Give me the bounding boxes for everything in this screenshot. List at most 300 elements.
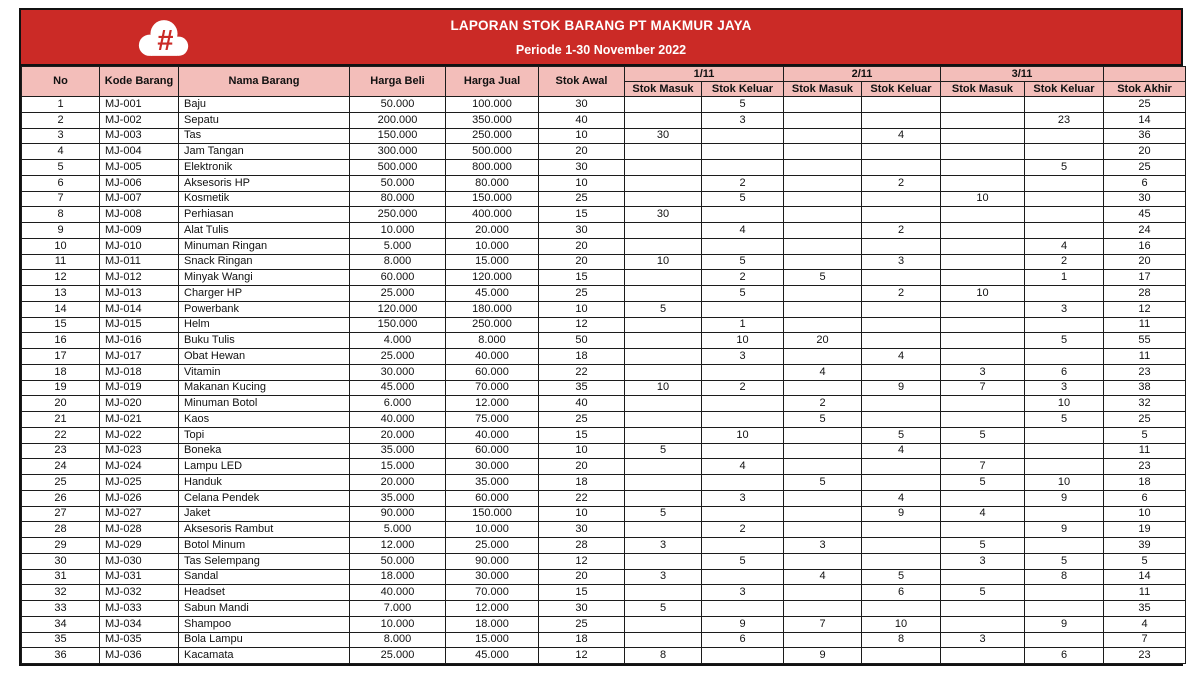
table-row: [22, 490, 1186, 506]
cell-keluar-2-11: [862, 396, 941, 412]
cell-nama-barang: Buku Tulis: [179, 333, 350, 349]
cell-keluar-1-11: 2: [702, 522, 784, 538]
cell-nama-barang: Bola Lampu: [179, 632, 350, 648]
cell-stok-awal: 18: [539, 349, 625, 365]
cell-masuk-3-11: 7: [941, 380, 1025, 396]
cell-kode-barang: MJ-018: [100, 364, 179, 380]
cell-harga-jual: 40.000: [446, 427, 539, 443]
cell-keluar-2-11: [862, 97, 941, 113]
cell-kode-barang: MJ-005: [100, 160, 179, 176]
cell-masuk-1-11: [625, 286, 702, 302]
cell-masuk-1-11: 10: [625, 380, 702, 396]
cell-masuk-1-11: [625, 112, 702, 128]
cell-harga-jual: 500.000: [446, 144, 539, 160]
cell-keluar-2-11: [862, 364, 941, 380]
cell-stok-akhir: 25: [1104, 160, 1186, 176]
cell-masuk-2-11: [784, 349, 862, 365]
cell-no: 33: [22, 601, 100, 617]
cell-keluar-3-11: [1025, 128, 1104, 144]
cell-harga-beli: 300.000: [350, 144, 446, 160]
cell-harga-jual: 12.000: [446, 601, 539, 617]
cell-stok-awal: 15: [539, 270, 625, 286]
cell-stok-awal: 22: [539, 490, 625, 506]
cell-no: 6: [22, 175, 100, 191]
cell-keluar-3-11: [1025, 317, 1104, 333]
cell-kode-barang: MJ-011: [100, 254, 179, 270]
cell-no: 26: [22, 490, 100, 506]
cell-harga-beli: 4.000: [350, 333, 446, 349]
cell-harga-jual: 70.000: [446, 380, 539, 396]
cell-keluar-3-11: [1025, 632, 1104, 648]
cell-keluar-2-11: 4: [862, 443, 941, 459]
cell-masuk-2-11: [784, 254, 862, 270]
cell-nama-barang: Minuman Botol: [179, 396, 350, 412]
cell-kode-barang: MJ-014: [100, 301, 179, 317]
cell-keluar-1-11: [702, 128, 784, 144]
cell-masuk-1-11: [625, 144, 702, 160]
cell-masuk-3-11: [941, 175, 1025, 191]
cell-masuk-3-11: [941, 301, 1025, 317]
cell-keluar-2-11: [862, 459, 941, 475]
table-row: [22, 207, 1186, 223]
table-row: [22, 112, 1186, 128]
cell-stok-akhir: 20: [1104, 144, 1186, 160]
table-row: [22, 317, 1186, 333]
cell-harga-beli: 8.000: [350, 254, 446, 270]
report-period: Periode 1-30 November 2022: [515, 43, 687, 57]
cell-keluar-3-11: [1025, 601, 1104, 617]
table-row: [22, 396, 1186, 412]
cell-masuk-2-11: 5: [784, 475, 862, 491]
col-header-keluar-2-11: Stok Keluar: [862, 82, 941, 97]
cell-harga-beli: 30.000: [350, 364, 446, 380]
cell-harga-beli: 80.000: [350, 191, 446, 207]
cell-no: 25: [22, 475, 100, 491]
cell-keluar-1-11: 1: [702, 317, 784, 333]
cell-keluar-1-11: 10: [702, 333, 784, 349]
cell-nama-barang: Shampoo: [179, 616, 350, 632]
cell-stok-akhir: 16: [1104, 238, 1186, 254]
cell-nama-barang: Obat Hewan: [179, 349, 350, 365]
cell-keluar-2-11: [862, 112, 941, 128]
cell-stok-akhir: 38: [1104, 380, 1186, 396]
cell-masuk-2-11: [784, 632, 862, 648]
cell-masuk-1-11: [625, 160, 702, 176]
table-row: [22, 601, 1186, 617]
report-titles: [21, 10, 1181, 64]
cell-no: 27: [22, 506, 100, 522]
cell-masuk-3-11: [941, 522, 1025, 538]
cell-masuk-3-11: [941, 144, 1025, 160]
cell-stok-akhir: 17: [1104, 270, 1186, 286]
cell-harga-beli: 50.000: [350, 175, 446, 191]
cell-masuk-1-11: 5: [625, 601, 702, 617]
cell-stok-awal: 30: [539, 97, 625, 113]
cell-no: 16: [22, 333, 100, 349]
cell-masuk-3-11: [941, 223, 1025, 239]
cell-harga-beli: 150.000: [350, 128, 446, 144]
cell-keluar-2-11: 2: [862, 223, 941, 239]
cell-masuk-3-11: 3: [941, 553, 1025, 569]
cell-kode-barang: MJ-008: [100, 207, 179, 223]
cell-harga-beli: 90.000: [350, 506, 446, 522]
cell-masuk-1-11: [625, 175, 702, 191]
cell-masuk-1-11: [625, 553, 702, 569]
cell-keluar-1-11: 5: [702, 553, 784, 569]
cell-masuk-3-11: [941, 160, 1025, 176]
cell-nama-barang: Sandal: [179, 569, 350, 585]
cell-keluar-1-11: [702, 648, 784, 664]
table-row: [22, 506, 1186, 522]
cell-masuk-1-11: 30: [625, 207, 702, 223]
cell-keluar-2-11: 2: [862, 286, 941, 302]
col-header-stok-awal: Stok Awal: [539, 67, 625, 97]
cell-stok-akhir: 11: [1104, 317, 1186, 333]
cell-no: 7: [22, 191, 100, 207]
cell-stok-akhir: 20: [1104, 254, 1186, 270]
cell-nama-barang: Headset: [179, 585, 350, 601]
cell-kode-barang: MJ-019: [100, 380, 179, 396]
cell-keluar-1-11: 4: [702, 459, 784, 475]
cell-keluar-3-11: 5: [1025, 333, 1104, 349]
cell-masuk-1-11: [625, 475, 702, 491]
cell-keluar-3-11: [1025, 427, 1104, 443]
cell-keluar-1-11: 2: [702, 270, 784, 286]
cell-harga-jual: 60.000: [446, 443, 539, 459]
cell-keluar-3-11: 1: [1025, 270, 1104, 286]
cell-stok-akhir: 28: [1104, 286, 1186, 302]
cell-kode-barang: MJ-034: [100, 616, 179, 632]
cell-keluar-2-11: [862, 522, 941, 538]
cell-nama-barang: Makanan Kucing: [179, 380, 350, 396]
cell-masuk-3-11: 3: [941, 632, 1025, 648]
table-row: [22, 238, 1186, 254]
cell-kode-barang: MJ-030: [100, 553, 179, 569]
cell-masuk-2-11: 4: [784, 569, 862, 585]
cell-harga-jual: 400.000: [446, 207, 539, 223]
cell-stok-akhir: 35: [1104, 601, 1186, 617]
cell-masuk-1-11: [625, 223, 702, 239]
cell-harga-jual: 15.000: [446, 632, 539, 648]
cell-keluar-3-11: 3: [1025, 380, 1104, 396]
table-row: [22, 97, 1186, 113]
cell-stok-akhir: 5: [1104, 553, 1186, 569]
cell-harga-jual: 8.000: [446, 333, 539, 349]
cell-keluar-1-11: 9: [702, 616, 784, 632]
cell-stok-awal: 20: [539, 144, 625, 160]
cell-stok-awal: 20: [539, 569, 625, 585]
cell-stok-awal: 30: [539, 160, 625, 176]
cell-masuk-1-11: [625, 364, 702, 380]
cell-no: 2: [22, 112, 100, 128]
cell-harga-jual: 60.000: [446, 364, 539, 380]
table-row: [22, 585, 1186, 601]
cell-masuk-1-11: [625, 427, 702, 443]
cell-masuk-1-11: 3: [625, 569, 702, 585]
cell-no: 21: [22, 412, 100, 428]
table-row: [22, 349, 1186, 365]
cell-nama-barang: Vitamin: [179, 364, 350, 380]
cell-nama-barang: Helm: [179, 317, 350, 333]
cell-no: 30: [22, 553, 100, 569]
cell-keluar-2-11: [862, 317, 941, 333]
cell-nama-barang: Aksesoris Rambut: [179, 522, 350, 538]
cell-no: 3: [22, 128, 100, 144]
table-row: [22, 144, 1186, 160]
cell-harga-jual: 150.000: [446, 506, 539, 522]
cell-keluar-3-11: 5: [1025, 160, 1104, 176]
cell-no: 8: [22, 207, 100, 223]
cell-keluar-2-11: 9: [862, 380, 941, 396]
cell-keluar-2-11: 4: [862, 490, 941, 506]
cell-keluar-3-11: [1025, 191, 1104, 207]
cell-stok-awal: 28: [539, 538, 625, 554]
cell-harga-beli: 500.000: [350, 160, 446, 176]
cell-kode-barang: MJ-029: [100, 538, 179, 554]
cell-stok-awal: 35: [539, 380, 625, 396]
cell-masuk-3-11: [941, 601, 1025, 617]
table-row: [22, 191, 1186, 207]
cell-kode-barang: MJ-028: [100, 522, 179, 538]
cell-keluar-3-11: [1025, 506, 1104, 522]
cell-harga-jual: 80.000: [446, 175, 539, 191]
cell-masuk-2-11: 7: [784, 616, 862, 632]
cell-keluar-2-11: 3: [862, 254, 941, 270]
cell-stok-akhir: 5: [1104, 427, 1186, 443]
cell-stok-akhir: 23: [1104, 364, 1186, 380]
cell-masuk-1-11: [625, 412, 702, 428]
cell-harga-jual: 12.000: [446, 396, 539, 412]
cell-masuk-2-11: [784, 175, 862, 191]
cell-stok-akhir: 25: [1104, 97, 1186, 113]
table-row: [22, 475, 1186, 491]
cell-keluar-1-11: [702, 506, 784, 522]
cell-keluar-2-11: [862, 238, 941, 254]
cell-no: 5: [22, 160, 100, 176]
cell-harga-beli: 10.000: [350, 616, 446, 632]
cell-no: 1: [22, 97, 100, 113]
cell-masuk-1-11: [625, 522, 702, 538]
cell-masuk-2-11: [784, 112, 862, 128]
cell-stok-awal: 20: [539, 459, 625, 475]
cell-harga-beli: 25.000: [350, 349, 446, 365]
cell-stok-akhir: 18: [1104, 475, 1186, 491]
cell-harga-jual: 30.000: [446, 459, 539, 475]
cell-keluar-3-11: [1025, 175, 1104, 191]
cell-keluar-3-11: [1025, 207, 1104, 223]
table-row: [22, 175, 1186, 191]
col-header-masuk-2-11: Stok Masuk: [784, 82, 862, 97]
report-header-band: [21, 10, 1181, 66]
cell-nama-barang: Aksesoris HP: [179, 175, 350, 191]
cell-kode-barang: MJ-032: [100, 585, 179, 601]
cell-harga-jual: 10.000: [446, 238, 539, 254]
cell-masuk-2-11: [784, 490, 862, 506]
cell-masuk-1-11: 5: [625, 443, 702, 459]
cell-masuk-2-11: [784, 601, 862, 617]
cell-keluar-2-11: [862, 270, 941, 286]
cell-harga-beli: 20.000: [350, 427, 446, 443]
cell-keluar-2-11: 9: [862, 506, 941, 522]
cell-masuk-1-11: [625, 317, 702, 333]
cell-keluar-3-11: [1025, 286, 1104, 302]
cell-nama-barang: Tas Selempang: [179, 553, 350, 569]
cell-masuk-2-11: 9: [784, 648, 862, 664]
cell-masuk-3-11: 5: [941, 585, 1025, 601]
cell-stok-awal: 30: [539, 601, 625, 617]
cell-kode-barang: MJ-013: [100, 286, 179, 302]
cell-keluar-3-11: [1025, 538, 1104, 554]
cell-keluar-1-11: [702, 396, 784, 412]
cell-no: 17: [22, 349, 100, 365]
cell-keluar-1-11: 6: [702, 632, 784, 648]
cell-harga-beli: 60.000: [350, 270, 446, 286]
cell-no: 36: [22, 648, 100, 664]
col-header-keluar-1-11: Stok Keluar: [702, 82, 784, 97]
cell-masuk-3-11: [941, 616, 1025, 632]
cell-masuk-2-11: 2: [784, 396, 862, 412]
cell-kode-barang: MJ-009: [100, 223, 179, 239]
cell-masuk-3-11: [941, 569, 1025, 585]
cell-no: 35: [22, 632, 100, 648]
cell-stok-awal: 50: [539, 333, 625, 349]
cell-masuk-2-11: [784, 207, 862, 223]
cell-keluar-2-11: [862, 191, 941, 207]
cell-nama-barang: Minyak Wangi: [179, 270, 350, 286]
cell-stok-akhir: 6: [1104, 490, 1186, 506]
cell-kode-barang: MJ-012: [100, 270, 179, 286]
cell-nama-barang: Baju: [179, 97, 350, 113]
cell-masuk-1-11: [625, 349, 702, 365]
cell-keluar-3-11: 9: [1025, 522, 1104, 538]
date-group-1-11: 1/11: [625, 67, 784, 82]
cell-keluar-2-11: 4: [862, 349, 941, 365]
table-row: [22, 333, 1186, 349]
cell-harga-beli: 50.000: [350, 97, 446, 113]
cell-keluar-1-11: 2: [702, 380, 784, 396]
cell-harga-jual: 250.000: [446, 317, 539, 333]
cell-harga-jual: 45.000: [446, 648, 539, 664]
cell-keluar-1-11: 3: [702, 349, 784, 365]
cell-masuk-2-11: [784, 301, 862, 317]
cell-no: 31: [22, 569, 100, 585]
cell-masuk-3-11: [941, 270, 1025, 286]
cell-kode-barang: MJ-003: [100, 128, 179, 144]
svg-text:#: #: [156, 25, 174, 58]
table-row: [22, 616, 1186, 632]
cell-keluar-1-11: [702, 301, 784, 317]
cell-no: 12: [22, 270, 100, 286]
cell-stok-awal: 15: [539, 207, 625, 223]
cell-no: 20: [22, 396, 100, 412]
cell-harga-jual: 800.000: [446, 160, 539, 176]
cell-harga-beli: 45.000: [350, 380, 446, 396]
cell-harga-beli: 250.000: [350, 207, 446, 223]
cell-kode-barang: MJ-007: [100, 191, 179, 207]
cell-harga-jual: 20.000: [446, 223, 539, 239]
cell-no: 9: [22, 223, 100, 239]
cell-nama-barang: Sabun Mandi: [179, 601, 350, 617]
cell-masuk-3-11: [941, 97, 1025, 113]
cell-masuk-1-11: [625, 238, 702, 254]
cell-kode-barang: MJ-024: [100, 459, 179, 475]
cell-nama-barang: Jam Tangan: [179, 144, 350, 160]
col-header-keluar-3-11: Stok Keluar: [1025, 82, 1104, 97]
cell-kode-barang: MJ-010: [100, 238, 179, 254]
cell-no: 32: [22, 585, 100, 601]
cell-keluar-1-11: 4: [702, 223, 784, 239]
cell-masuk-3-11: 7: [941, 459, 1025, 475]
table-row: [22, 427, 1186, 443]
table-row: [22, 128, 1186, 144]
cell-keluar-3-11: 9: [1025, 490, 1104, 506]
cell-no: 15: [22, 317, 100, 333]
table-row: [22, 254, 1186, 270]
cell-stok-awal: 18: [539, 475, 625, 491]
cell-masuk-1-11: [625, 270, 702, 286]
cell-keluar-2-11: [862, 144, 941, 160]
cell-masuk-2-11: [784, 443, 862, 459]
cell-stok-akhir: 7: [1104, 632, 1186, 648]
cell-keluar-1-11: 3: [702, 585, 784, 601]
cell-keluar-3-11: 6: [1025, 648, 1104, 664]
cell-masuk-2-11: [784, 459, 862, 475]
cell-stok-akhir: 55: [1104, 333, 1186, 349]
col-header-masuk-1-11: Stok Masuk: [625, 82, 702, 97]
cell-harga-jual: 35.000: [446, 475, 539, 491]
cell-stok-awal: 10: [539, 443, 625, 459]
cell-kode-barang: MJ-022: [100, 427, 179, 443]
cell-no: 10: [22, 238, 100, 254]
cell-keluar-3-11: [1025, 144, 1104, 160]
cell-keluar-2-11: [862, 207, 941, 223]
cell-masuk-1-11: [625, 632, 702, 648]
cell-harga-beli: 15.000: [350, 459, 446, 475]
cell-keluar-2-11: 5: [862, 427, 941, 443]
cell-harga-jual: 90.000: [446, 553, 539, 569]
cell-stok-akhir: 11: [1104, 349, 1186, 365]
cell-keluar-2-11: [862, 601, 941, 617]
cell-masuk-1-11: [625, 490, 702, 506]
cell-harga-jual: 10.000: [446, 522, 539, 538]
cell-keluar-2-11: 10: [862, 616, 941, 632]
cell-stok-awal: 12: [539, 553, 625, 569]
col-header-masuk-3-11: Stok Masuk: [941, 82, 1025, 97]
cell-harga-beli: 25.000: [350, 286, 446, 302]
cell-keluar-3-11: [1025, 97, 1104, 113]
cell-nama-barang: Botol Minum: [179, 538, 350, 554]
cell-kode-barang: MJ-036: [100, 648, 179, 664]
cell-kode-barang: MJ-027: [100, 506, 179, 522]
cell-no: 29: [22, 538, 100, 554]
cell-keluar-1-11: 5: [702, 254, 784, 270]
table-row: [22, 380, 1186, 396]
cell-nama-barang: Sepatu: [179, 112, 350, 128]
cell-stok-awal: 25: [539, 616, 625, 632]
cell-stok-akhir: 39: [1104, 538, 1186, 554]
cell-no: 28: [22, 522, 100, 538]
cell-stok-awal: 12: [539, 317, 625, 333]
cell-stok-awal: 25: [539, 286, 625, 302]
cell-stok-awal: 30: [539, 522, 625, 538]
cell-masuk-1-11: [625, 191, 702, 207]
cell-keluar-1-11: [702, 207, 784, 223]
cell-nama-barang: Elektronik: [179, 160, 350, 176]
table-header: [22, 67, 1186, 97]
cell-keluar-2-11: [862, 553, 941, 569]
cell-harga-beli: 18.000: [350, 569, 446, 585]
cell-keluar-2-11: [862, 412, 941, 428]
